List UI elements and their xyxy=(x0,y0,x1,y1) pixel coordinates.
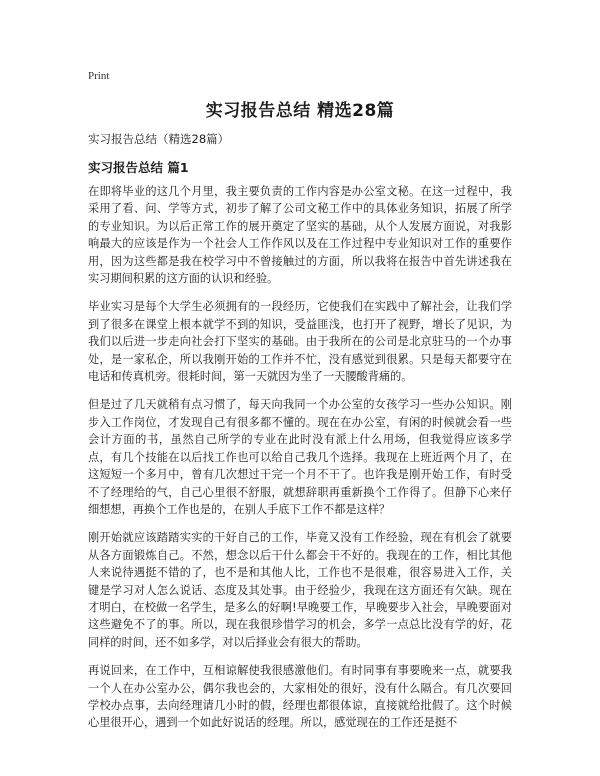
paragraph-1: 在即将毕业的这几个月里，我主要负责的工作内容是办公室文秘。在这一过程中，我采用了看、问、学等方式，初步了解了公司文秘工作中的具体业务知识，拓展了所学的专业知识。为以后正常工作的展开奠定了坚实的基础，从个人发展方面说，对我影响最大的应该是作为一个社会人工作作风以及在工作过程中专业知识对工作的重要作用，因为这些都是我在校学习中不曾接触过的方面，所以我将在报告中首先讲述我在实习期间积累的这方面的认识和经验。 xyxy=(88,185,512,286)
document-body xyxy=(88,183,512,743)
section-heading: 实习报告总结 篇1 xyxy=(88,160,189,175)
paragraph-5: 再说回来，在工作中，互相谅解使我很感激他们。有时同事有事要晚来一点，就要我一个人在办公室办公，偶尔我也会的，大家相处的很好，没有什么隔合。有几次要回学校办点事，去向经理请几小时的假，经理也都很体谅，直接就给批假了。这个时候心里很开心，遇到一个如此好说话的经理。所以，感觉现在的工作还是挺不 xyxy=(88,664,512,730)
paragraph-4: 刚开始就应该踏踏实实的干好自己的工作，毕竟又没有工作经验，现在有机会了就要从各方面锻炼自己。不然，想念以后干什么都会干不好的。我现在的工作，相比其他人来说待遇挺不错的了，也不是和其他人比，工作也不是很难，很容易进入工作，关键是学习对人怎么说话、态度及其处事。由于经验少，我现在这方面还有欠缺。现在才明白，在校做一名学生，是多么的好啊!早晚要工作，早晚要步入社会，早晚要面对这些避免不了的事。所以，现在我很珍惜学习的机会，多学一点总比没有学的好，花同样的时间，还不如多学，对以后择业会有很大的帮助。 xyxy=(88,531,512,649)
document-title: 实习报告总结 精选28篇 xyxy=(205,101,395,121)
paragraph-3: 但是过了几天就稍有点习惯了，每天向我同一个办公室的女孩学习一些办公知识。刚步入工作岗位，才发现自己有很多都不懂的。现在在办公室，有闲的时候就会看一些会计方面的书，虽然自己所学的专业在此时没有派上什么用场，但我觉得应该多学点，有几个技能在以后找工作也可以给自己我几个选择。我现在上班近两个月了，在这短短一个多月中，曾有几次想过干完一个月不干了。也许我是刚开始工作，有时受不了经理给的气，自己心里很不舒服，就想辞职再重新换个工作得了。但静下心来仔细想想，再换个工作也是的，在别人手底下工作不都是这样？ xyxy=(88,398,512,516)
print-label[interactable]: Print xyxy=(88,70,110,82)
paragraph-2: 毕业实习是每个大学生必须拥有的一段经历，它使我们在实践中了解社会，让我们学到了很多在课堂上根本就学不到的知识，受益匪浅，也打开了视野，增长了见识，为我们以后进一步走向社会打下坚实的基础。由于我所在的公司是北京驻马的一个办事处，是一家私企，所以我刚开始的工作并不忙，没有感觉到很累。只是每天都要守在电话和传真机旁。很耗时间，第一天就因为坐了一天腰酸背痛的。 xyxy=(88,300,512,384)
document-subtitle: 实习报告总结（精选28篇） xyxy=(88,132,230,146)
